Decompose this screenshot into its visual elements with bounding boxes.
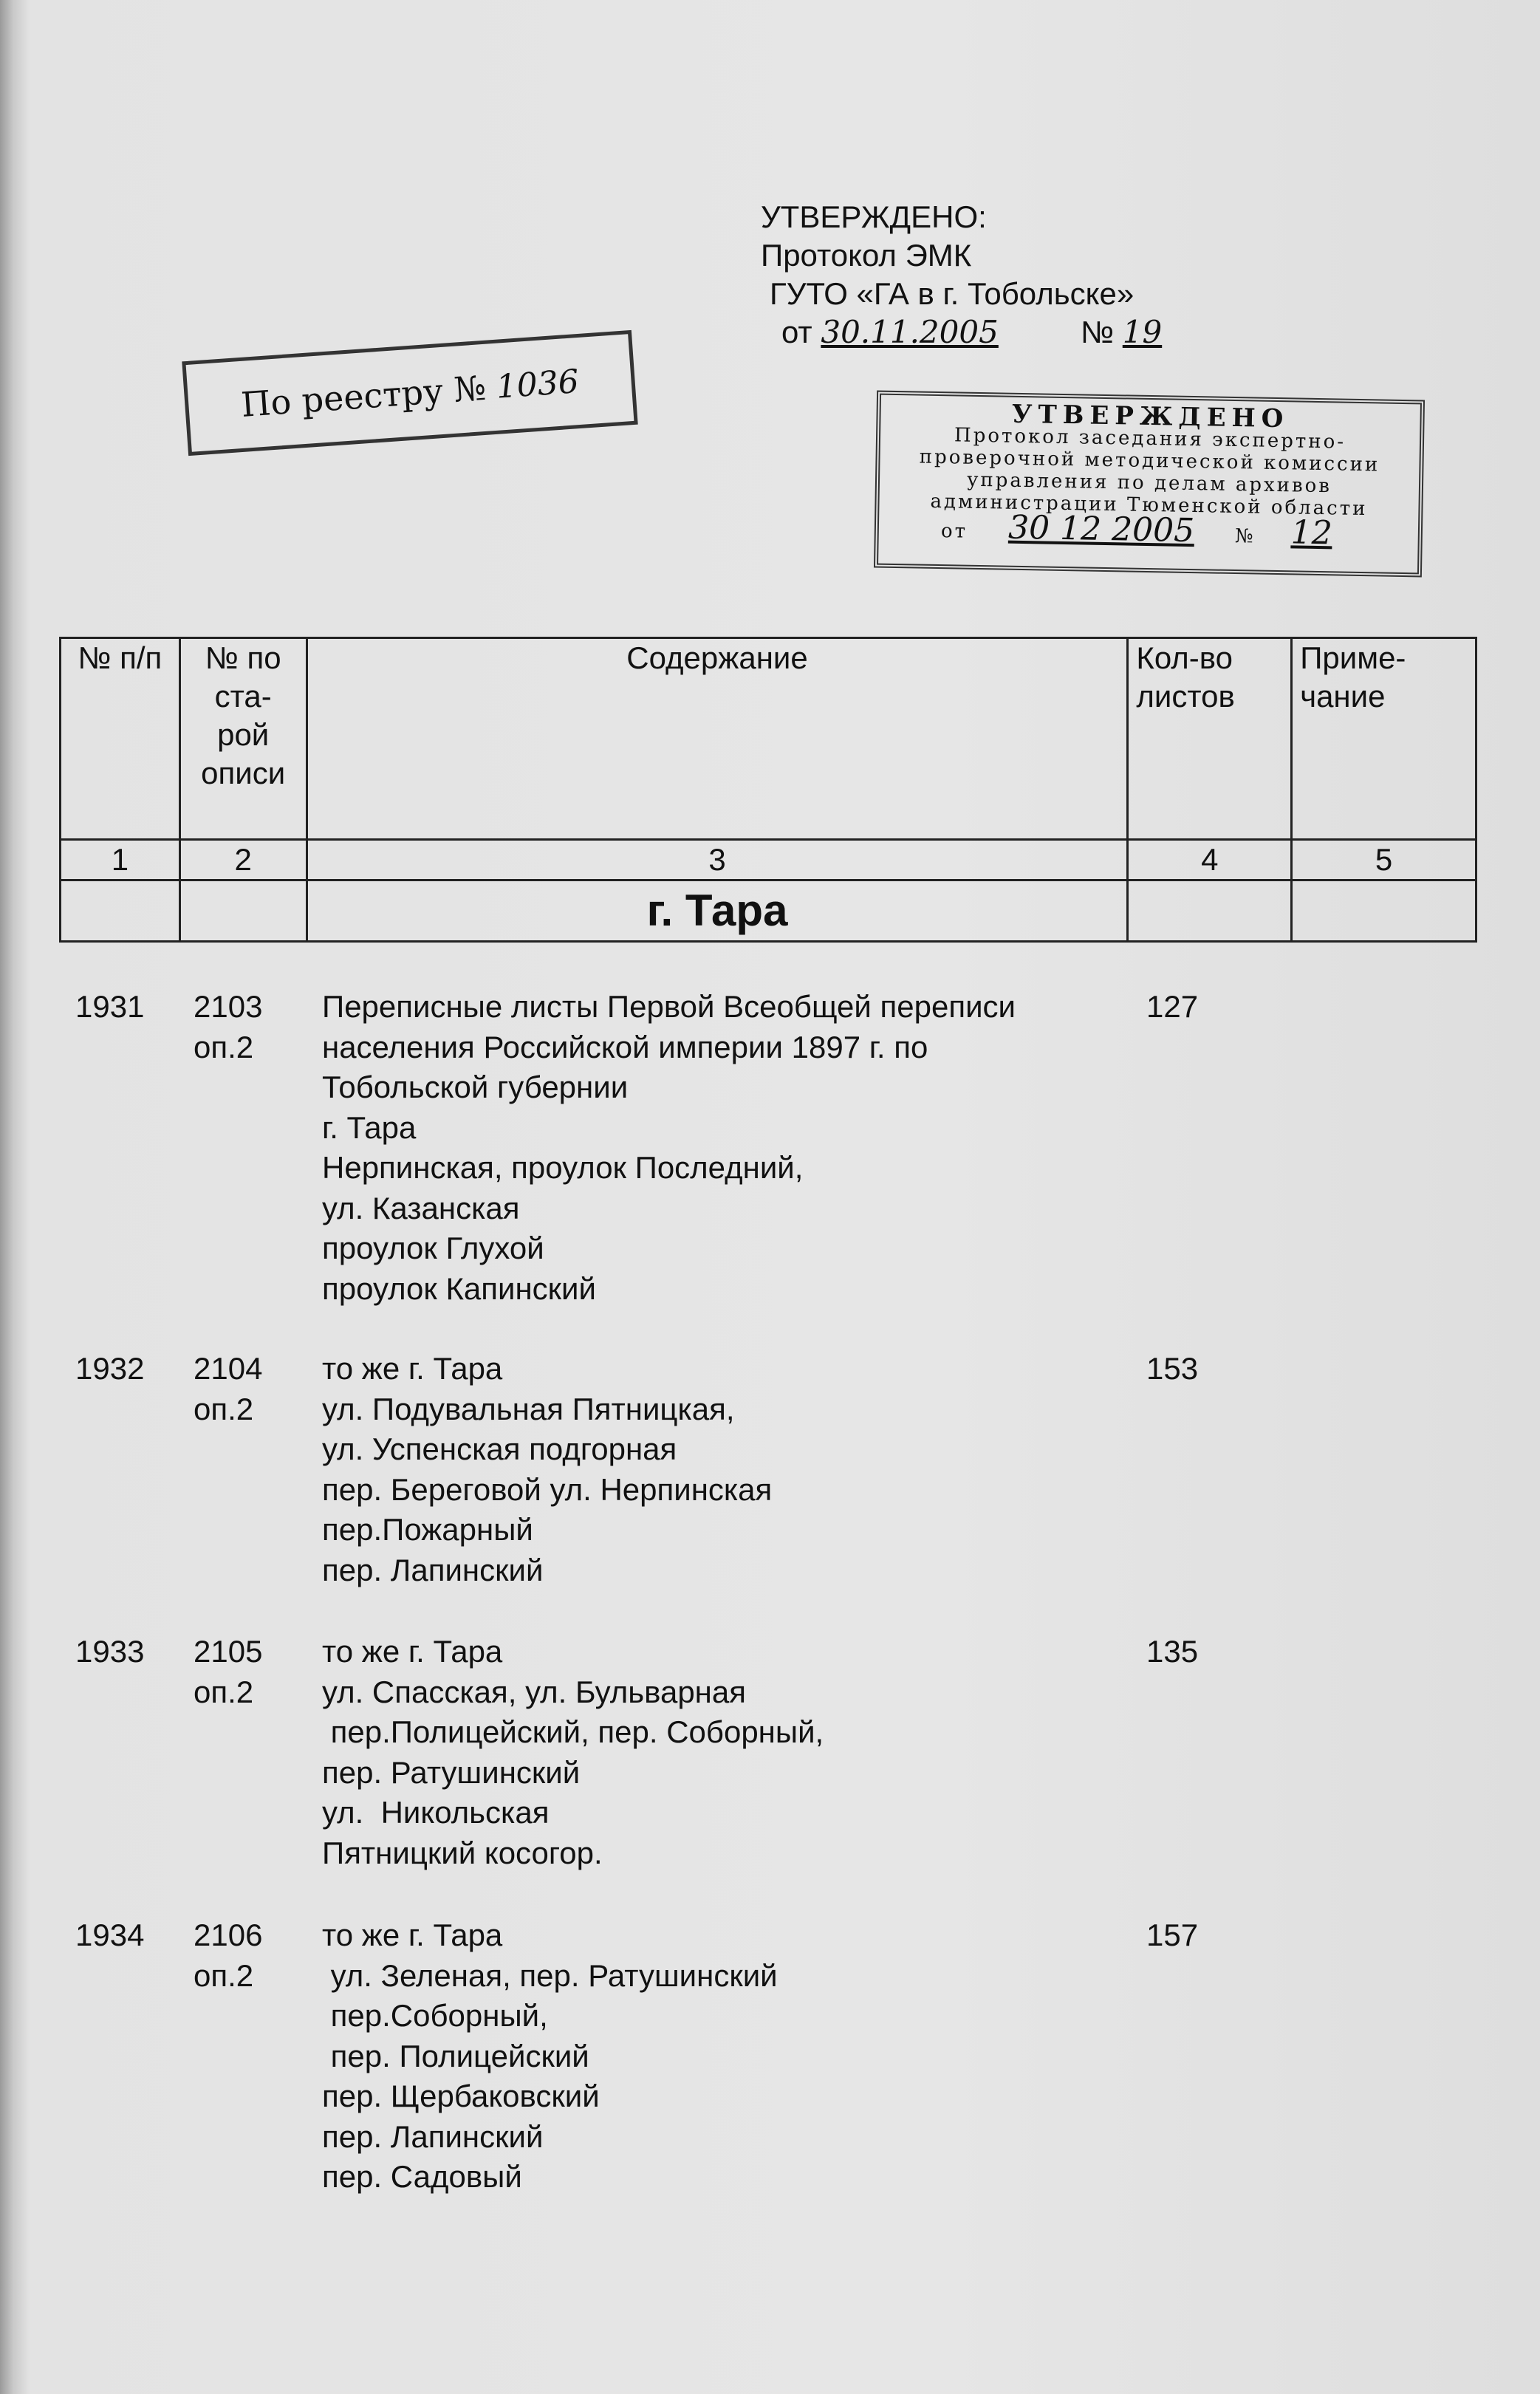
city-row <box>61 880 1476 942</box>
approval-stamp-number: 12 <box>1290 513 1333 553</box>
entry-number: 1931 <box>75 989 145 1024</box>
header-number-1: 1 <box>61 840 180 880</box>
entry-old-number: 2104 оп.2 <box>194 1351 263 1426</box>
header-row <box>61 638 1476 840</box>
approval-date: 30.11.2005 <box>821 314 999 350</box>
header-col-old-number: № по ста- рой описи <box>179 638 307 840</box>
entry-content: то же г. Тара ул. Зеленая, пер. Ратушинский пер.Соборный, пер. Полицейский пер. Щербаковский пер. Лапинский пер. Садовый <box>322 1918 778 2194</box>
approval-title: УТВЕРЖДЕНО: <box>761 199 987 234</box>
header-col-content: Содержание <box>307 638 1128 840</box>
entry-sheets: 135 <box>1146 1634 1199 1669</box>
approval-organization: ГУТО «ГА в г. Тобольске» <box>770 276 1135 311</box>
entry-old-number: 2106 оп.2 <box>194 1918 263 1993</box>
approval-number-prefix: № <box>1081 315 1115 349</box>
entry-content: Переписные листы Первой Всеобщей переписи населения Российской империи 1897 г. по Тобольской губернии г. Тара Нерпинская, проулок Последний, ул. Казанская проулок Глухой проулок Капинский <box>322 989 1016 1306</box>
entry-sheets: 153 <box>1146 1351 1199 1386</box>
registry-stamp-label: По реестру № <box>239 367 487 425</box>
approval-stamp-line3: управления по делам архивов <box>966 468 1332 498</box>
approval-stamp-line1: Протокол заседания экспертно- <box>954 424 1346 454</box>
header-number-3: 3 <box>307 840 1128 880</box>
approval-block <box>761 198 1174 352</box>
header-number-4: 4 <box>1128 840 1292 880</box>
approval-stamp <box>874 391 1425 578</box>
header-number-row <box>61 840 1476 880</box>
approval-number: 19 <box>1122 314 1163 350</box>
approval-stamp-number-prefix: № <box>1234 525 1256 548</box>
approval-stamp-line2: проверочной методической комиссии <box>919 445 1380 476</box>
registry-stamp-number: 1036 <box>495 362 581 406</box>
city-title: г. Тара <box>307 880 1128 942</box>
entry-old-number: 2103 оп.2 <box>194 989 263 1064</box>
approval-date-line <box>781 313 1174 352</box>
approval-stamp-date: 30 12 2005 <box>1007 508 1195 550</box>
column-header-table <box>59 637 1477 943</box>
entry-number: 1933 <box>75 1634 145 1669</box>
entry-number: 1934 <box>75 1918 145 1952</box>
approval-stamp-date-prefix: от <box>940 520 968 543</box>
entry-number: 1932 <box>75 1351 145 1386</box>
approval-stamp-line4: администрации Тюменской области <box>930 490 1368 521</box>
header-number-5: 5 <box>1292 840 1476 880</box>
entry-content: то же г. Тара ул. Подувальная Пятницкая, ул. Успенская подгорная пер. Береговой ул. Нерпинская пер.Пожарный пер. Лапинский <box>322 1351 773 1587</box>
header-col-sheets: Кол-во листов <box>1128 638 1292 840</box>
header-col-number: № п/п <box>61 638 180 840</box>
entry-old-number: 2105 оп.2 <box>194 1634 263 1709</box>
entry-sheets: 127 <box>1146 989 1199 1024</box>
approval-stamp-title: УТВЕРЖДЕНО <box>1011 399 1290 434</box>
header-number-2: 2 <box>179 840 307 880</box>
approval-protocol: Протокол ЭМК <box>761 238 972 273</box>
entry-content: то же г. Тара ул. Спасская, ул. Бульварная пер.Полицейский, пер. Соборный, пер. Ратушинский ул. Никольская Пятницкий косогор. <box>322 1634 824 1870</box>
approval-stamp-date-line <box>879 508 1419 553</box>
header-col-note: Приме- чание <box>1292 638 1476 840</box>
entry-sheets: 157 <box>1146 1918 1199 1952</box>
approval-date-prefix: от <box>781 315 812 349</box>
